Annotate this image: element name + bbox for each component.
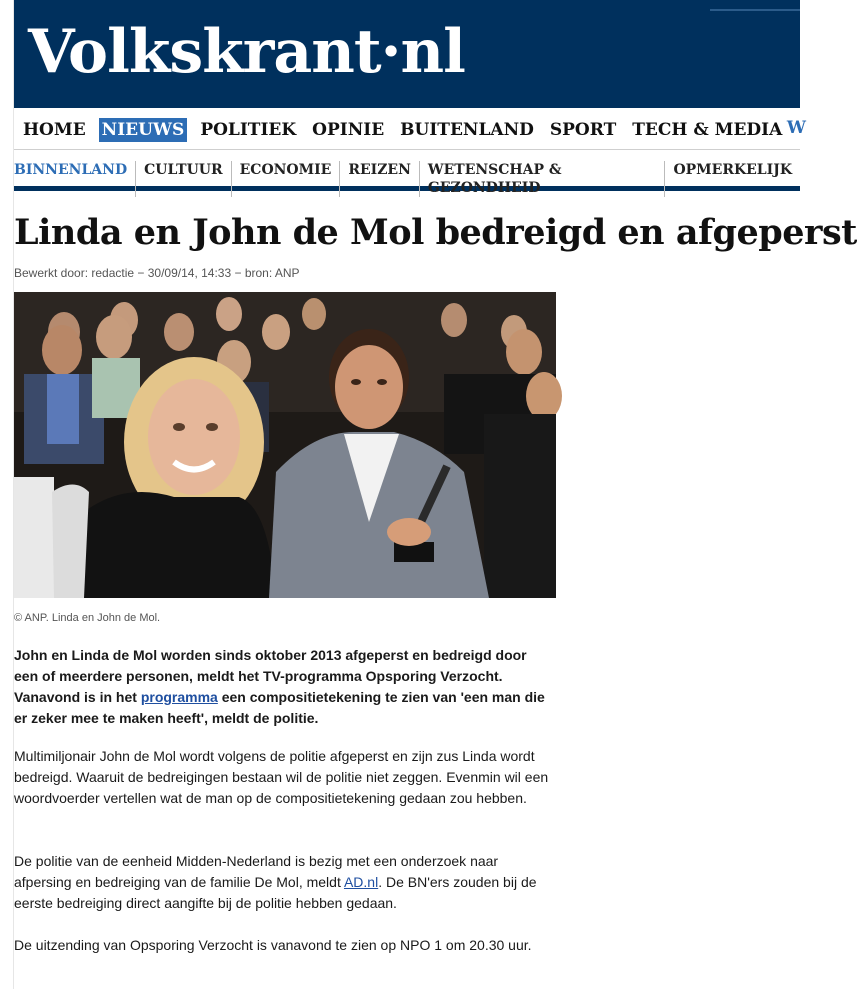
- masthead-accent-line: [710, 9, 800, 11]
- article-photo[interactable]: [14, 292, 556, 598]
- sub-navigation: [14, 151, 800, 196]
- subnav-item-opmerkelijk[interactable]: OPMERKELIJK: [673, 162, 792, 178]
- lead-text-end: een compositietekening te zien van 'een man die er zeker mee te maken heeft', meldt de politie.: [14, 689, 545, 726]
- article-photo-image: [14, 292, 556, 598]
- nav-item-nieuws[interactable]: NIEUWS: [99, 118, 188, 142]
- subnav-item-economie[interactable]: ECONOMIE: [232, 161, 341, 197]
- article-meta: Bewerkt door: redactie − 30/09/14, 14:33 − bron: ANP: [14, 266, 300, 280]
- paragraph-2-text-end: . De BN'ers zouden bij de eerste bedreiging direct aangifte bij de politie hebben gedaan.: [14, 874, 537, 911]
- photo-caption: © ANP. Linda en John de Mol.: [14, 612, 161, 624]
- article-lead: [14, 645, 554, 729]
- nav-item-overflow[interactable]: W: [786, 118, 806, 138]
- site-logo[interactable]: Volkskrant·nl: [28, 17, 465, 87]
- subnav-item-binnenland[interactable]: BINNENLAND: [14, 161, 136, 197]
- article-paragraph-1: Multimiljonair John de Mol wordt volgens de politie afgeperst en zijn zus Linda wordt bedreigd. Waaruit de bedreigingen bestaan wil de politie niet zeggen. Evenmin wil een woordvoerder vertellen wat de man op de compositietekening gedaan zou hebben.: [14, 748, 549, 806]
- lead-text-start: John en Linda de Mol worden sinds oktober 2013 afgeperst en bedreigd door een of meerdere personen, meldt het TV-programma Opsporing Verzocht. Vanavond is in het: [14, 647, 527, 705]
- subnav-item-reizen[interactable]: REIZEN: [340, 161, 420, 197]
- ad-nl-link[interactable]: AD.nl: [343, 874, 379, 890]
- article-paragraph-2: [14, 851, 554, 914]
- nav-item-sport[interactable]: SPORT: [549, 120, 617, 140]
- article-title: Linda en John de Mol bedreigd en afgeperst: [14, 212, 857, 253]
- subnav-item-wetenschap-gezondheid[interactable]: WETENSCHAP & GEZONDHEID: [420, 161, 666, 197]
- subnav-item-cultuur[interactable]: CULTUUR: [136, 161, 232, 197]
- article-paragraph-3: De uitzending van Opsporing Verzocht is vanavond te zien op NPO 1 om 20.30 uur.: [14, 937, 532, 953]
- masthead: [14, 0, 800, 108]
- nav-item-politiek[interactable]: POLITIEK: [200, 120, 297, 140]
- nav-item-tech-media[interactable]: TECH & MEDIA: [632, 120, 783, 140]
- nav-item-home[interactable]: HOME: [23, 120, 86, 140]
- programma-link[interactable]: programma: [140, 689, 218, 705]
- nav-item-buitenland[interactable]: BUITENLAND: [400, 120, 534, 140]
- left-gutter: [0, 0, 14, 989]
- nav-item-opinie[interactable]: OPINIE: [312, 120, 385, 140]
- paragraph-2-text-start: De politie van de eenheid Midden-Nederland is bezig met een onderzoek naar afpersing en bedreiging van de familie De Mol, meldt: [14, 853, 499, 890]
- main-navigation: [14, 108, 806, 150]
